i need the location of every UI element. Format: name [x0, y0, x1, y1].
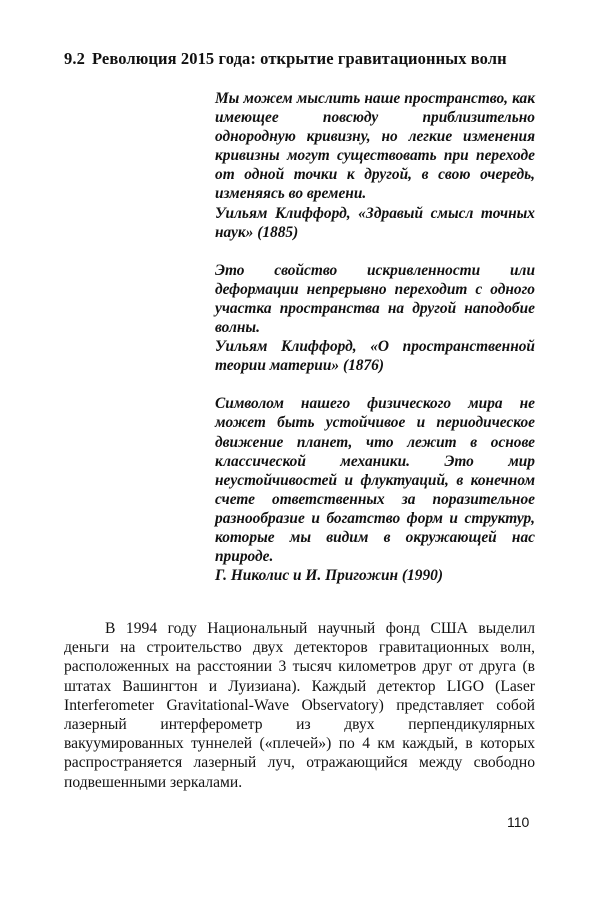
section-heading	[64, 49, 544, 69]
section-number: 9.2	[64, 49, 85, 68]
page-number: 110	[507, 814, 530, 830]
epigraph	[215, 89, 535, 242]
epigraph-quote: Мы можем мыслить наше пространство, как имеющее повсюду приблизительно однородную кривизну, но легкие изменения кривизны могут существовать при переходе от одной точки к другой, в свою очередь, изменяясь во времени.	[215, 90, 535, 203]
epigraph-attribution: Г. Николис и И. Пригожин (1990)	[215, 567, 443, 585]
epigraph-attribution: Уильям Клиффорд, «О пространственной теории материи» (1876)	[215, 338, 535, 375]
body-text	[64, 619, 535, 792]
epigraphs-block	[215, 89, 535, 604]
epigraph-quote: Символом нашего физического мира не может быть устойчивое и периодическое движение планет, что лежит в основе классической механики. Это мир неустойчивостей и флуктуаций, в конечном счете ответственных за поразительное разнообразие и богатство форм и структур, которые мы видим в окружающей нас природе.	[215, 395, 535, 566]
epigraph-attribution: Уильям Клиффорд, «Здравый смысл точных наук» (1885)	[215, 204, 535, 241]
body-paragraph: В 1994 году Национальный научный фонд США выделил деньги на строительство двух детекторов гравитационных волн, расположенных на расстоянии 3 тысяч километров друг от друга (в штатах Вашингтон и Луизиана). Каждый детектор LIGO (Laser Interferometer Gravitational-Wave Observatory) представляет собой лазерный интерферометр из двух перпендикулярных вакуумированных туннелей («плечей») по 4 км каждый, в которых распространяется лазерный луч, отражающийся между свободно подвешенными зеркалами.	[64, 620, 535, 791]
epigraph	[215, 394, 535, 585]
epigraph	[215, 261, 535, 376]
epigraph-quote: Это свойство искривленности или деформации непрерывно переходит с одного участка пространства на другой наподобие волны.	[215, 261, 535, 337]
section-title: Революция 2015 года: открытие гравитационных волн	[91, 49, 507, 68]
